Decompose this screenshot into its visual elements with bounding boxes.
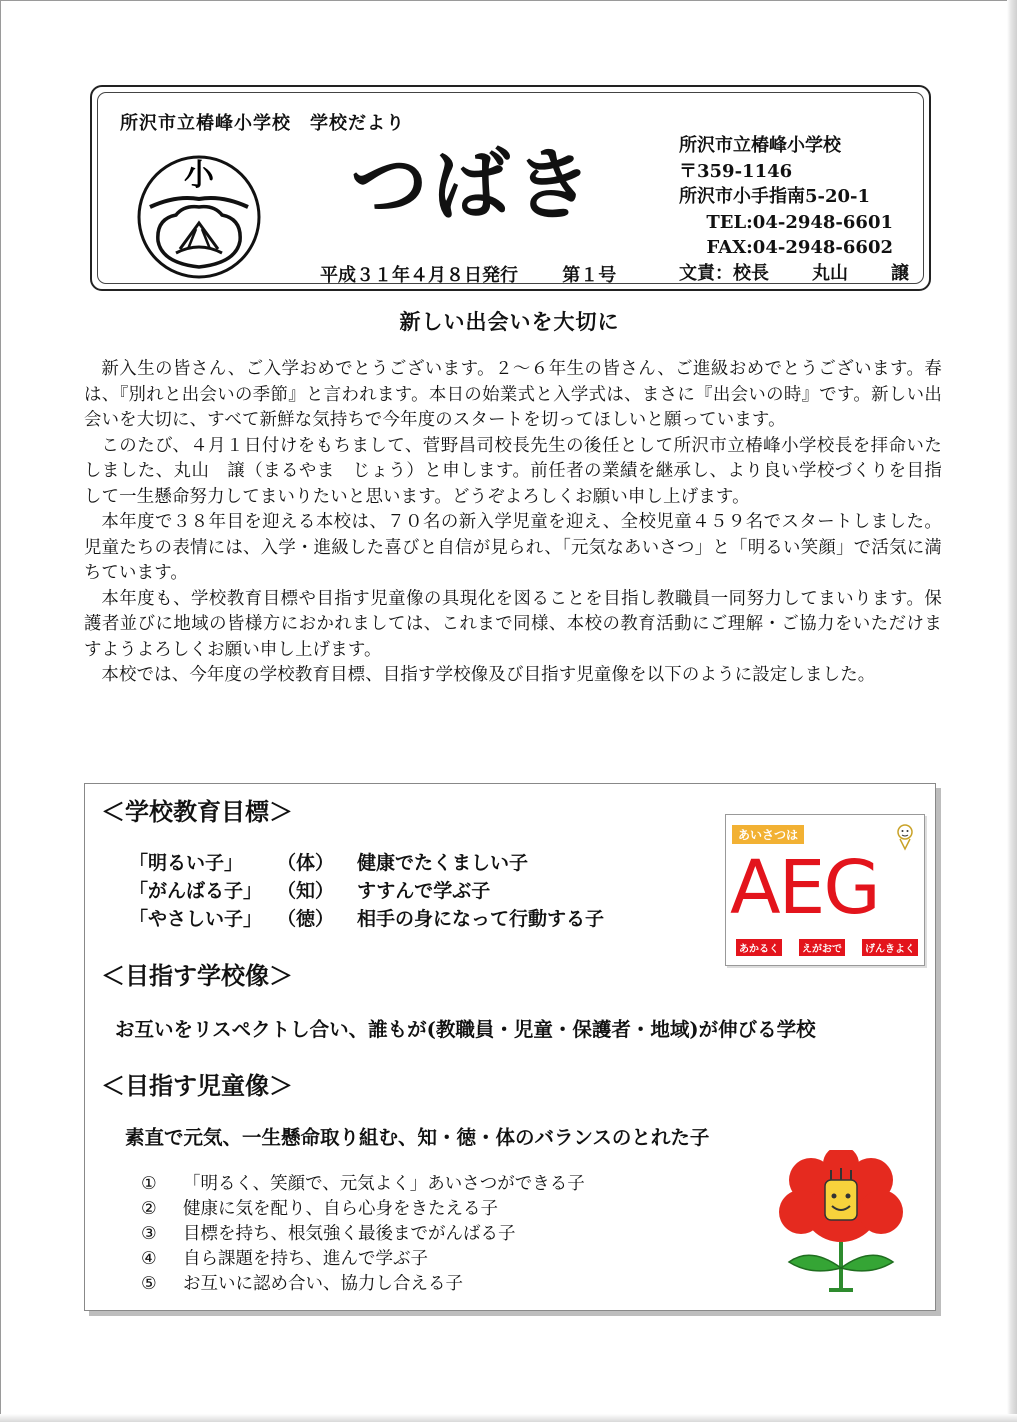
list-item [141,1222,585,1247]
issue-line [320,261,616,287]
address-tel: TEL:04-2948-6601 [706,211,893,233]
article-paragraph: 本年度も、学校教育目標や目指す児童像の具現化を図ることを目指し教職員一同努力してまいります。保護者並びに地域の皆様方におかれましては、これまで同様、本校の教育活動にご理解・ご協力をいただけますようよろしくお願い申し上げます。 [84,588,942,660]
issue-number: 第１号 [562,265,617,286]
list-item-text: お互いに認め合い、協力し合える子 [183,1274,463,1294]
edu-goal-desc: 相手の身になって行動する子 [357,907,605,930]
school-address-block [679,133,909,286]
issue-date: 平成３１年４月８日発行 [320,265,518,286]
list-item-number: ⑤ [141,1274,157,1294]
child-traits-list [141,1172,585,1297]
edu-goal-subject: （知） [277,879,335,902]
list-item-text: 自ら課題を持ち、進んで学ぶ子 [183,1249,428,1269]
article-headline: 新しい出会いを大切に [399,309,620,334]
goals-box [84,783,936,1311]
edu-goal-key: 「やさしい子」 [129,907,263,930]
address-school-name: 所沢市立椿峰小学校 [679,135,841,156]
masthead-inner-border [97,92,924,284]
address-postal-code: 〒359-1146 [679,160,793,182]
author-line [679,261,909,287]
list-item-text: 「明るく、笑顔で、元気よく」あいさつができる子 [183,1174,585,1194]
list-item-number: ① [141,1174,157,1194]
list-item [141,1197,585,1222]
school-newsletter-label: 所沢市立椿峰小学校 学校だより [120,113,405,134]
newsletter-title: つばき [350,141,597,231]
edu-goal-row [129,903,604,931]
page-bottom-shadow [0,1414,1017,1422]
aeg-greeting-badge [725,814,925,966]
aeg-letters: AEG [730,845,879,931]
list-item-number: ② [141,1199,157,1219]
camellia-mascot-icon [771,1150,911,1300]
mascot-icon [894,823,916,851]
child-vision-title: ＜目指す児童像＞ [101,1072,293,1100]
list-item-text: 健康に気を配り、自ら心身をきたえる子 [183,1199,498,1219]
edu-goal-key: 「明るい子」 [129,851,244,874]
aeg-word-a: あかるく [736,939,782,956]
school-vision-text: お互いをリスペクトし合い、誰もが(教職員・児童・保護者・地域)が伸びる学校 [115,1018,816,1041]
page-edge-shadow [1007,0,1017,1422]
author-label: 文責：校長 [679,262,769,284]
edu-goal-subject: （体） [277,851,335,874]
emblem-character: 小 [184,158,214,193]
article-paragraph: 本年度で３８年目を迎える本校は、７０名の新入学児童を迎え、全校児童４５９名でスタートしました。児童たちの表情には、入学・進級した喜びと自信が見られ、「元気なあいさつ」と「明るい笑顔」で活気に満ちています。 [84,512,942,583]
school-vision-title: ＜目指す学校像＞ [101,962,293,990]
list-item-number: ③ [141,1224,157,1244]
author-family-name: 丸山 [812,262,848,284]
aeg-word-e: えがおで [799,939,845,956]
edu-goals-list [129,847,604,931]
list-item-number: ④ [141,1249,157,1269]
author-given-name: 譲 [891,262,909,284]
edu-goals-title: ＜学校教育目標＞ [101,798,293,826]
article-paragraph: このたび、４月１日付けをもちまして、菅野昌司校長先生の後任として所沢市立椿峰小学校長を拝命いたしました、丸山 譲（まるやま じょう）と申します。前任者の業績を継承し、より良い学校づくりを目指して一生懸命努力してまいりたいと思います。どうぞよろしくお願い申し上げます。 [84,435,942,507]
article-paragraph: 新入生の皆さん、ご入学おめでとうございます。２～６年生の皆さん、ご進級おめでとうございます。春は、『別れと出会いの季節』と言われます。本日の始業式と入学式は、まさに『出会いの時』です。新しい出会いを大切に、すべて新鮮な気持ちで今年度のスタートを切ってほしいと願っています。 [84,359,942,430]
list-item [141,1247,585,1272]
school-emblem-icon [136,145,262,283]
edu-goal-subject: （徳） [277,907,335,930]
edu-goal-row [129,875,604,903]
edu-goal-desc: 健康でたくましい子 [357,851,529,874]
aeg-words [736,939,918,956]
list-item [141,1272,585,1297]
address-street: 所沢市小手指南5-20-1 [679,186,871,207]
masthead [90,85,931,291]
aeg-word-g: げんきよく [862,939,918,956]
article-body [84,357,942,689]
child-vision-text: 素直で元気、一生懸命取り組む、知・徳・体のバランスのとれた子 [125,1126,710,1149]
list-item [141,1172,585,1197]
edu-goal-desc: すすんで学ぶ子 [357,879,491,902]
address-fax: FAX:04-2948-6602 [706,237,893,258]
edu-goal-key: 「がんばる子」 [129,879,263,902]
aeg-tag: あいさつは [732,825,804,844]
article-paragraph: 本校では、今年度の学校教育目標、目指す学校像及び目指す児童像を以下のように設定しました。 [101,665,876,685]
list-item-text: 目標を持ち、根気強く最後までがんばる子 [183,1224,516,1244]
edu-goal-row [129,847,604,875]
